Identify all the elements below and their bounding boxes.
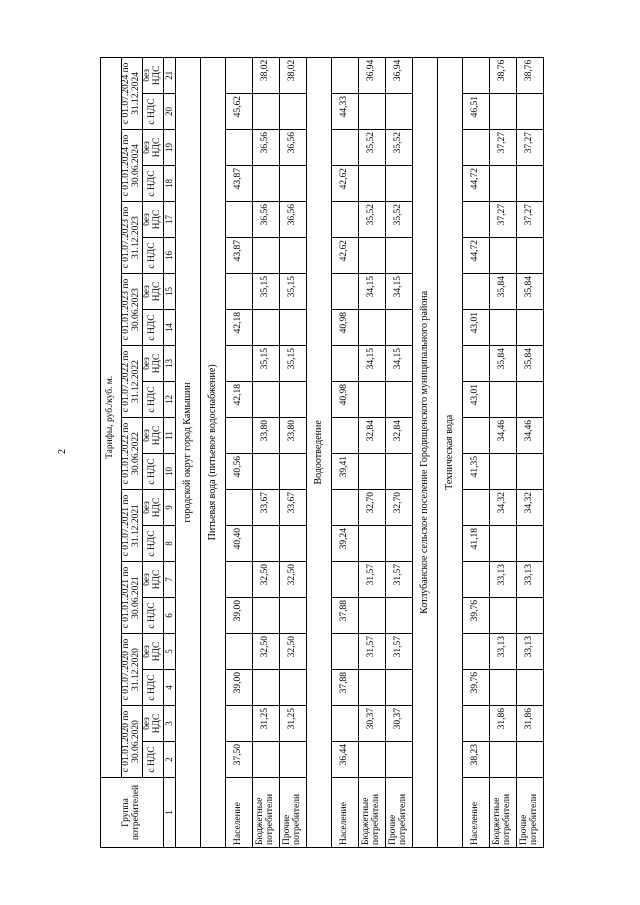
tariff-cell: 43,01 xyxy=(463,310,490,346)
tariff-cell xyxy=(463,274,490,310)
tariff-cell: 39,76 xyxy=(463,670,490,706)
tariff-cell xyxy=(359,238,386,274)
column-number: 7 xyxy=(164,562,176,598)
tariff-cell xyxy=(332,130,359,166)
tariff-cell: 41,18 xyxy=(463,526,490,562)
tariff-cell xyxy=(463,490,490,526)
tariff-cell: 34,15 xyxy=(386,346,413,382)
tariff-cell: 36,94 xyxy=(359,57,386,93)
column-number: 10 xyxy=(164,454,176,490)
tariff-cell xyxy=(253,166,280,202)
vat-without-header: без НДС xyxy=(143,490,164,526)
tariff-cell: 33,13 xyxy=(490,562,517,598)
tariff-cell: 34,32 xyxy=(517,490,544,526)
service-row xyxy=(307,57,332,847)
tariff-cell: 35,15 xyxy=(280,274,307,310)
tariff-cell: 35,84 xyxy=(517,346,544,382)
tariff-cell: 31,57 xyxy=(359,634,386,670)
service-name: Техническая вода xyxy=(438,57,463,847)
tariff-cell: 43,87 xyxy=(226,238,253,274)
vat-with-header: с НДС xyxy=(143,598,164,634)
tariff-cell xyxy=(490,166,517,202)
vat-without-header: без НДС xyxy=(143,418,164,454)
tariff-cell xyxy=(386,238,413,274)
tariff-cell: 43,01 xyxy=(463,382,490,418)
tariff-cell xyxy=(280,238,307,274)
tariff-cell xyxy=(332,490,359,526)
tariff-cell: 32,50 xyxy=(280,562,307,598)
tariff-cell: 42,18 xyxy=(226,382,253,418)
tariff-cell xyxy=(517,166,544,202)
tariff-cell xyxy=(359,526,386,562)
tariff-cell xyxy=(517,310,544,346)
period-header: с 01.01.2023 по 30.06.2023 xyxy=(122,274,143,346)
tariff-table-rotated xyxy=(100,58,620,848)
column-number: 20 xyxy=(164,94,176,130)
service-row xyxy=(438,57,463,847)
vat-without-header: без НДС xyxy=(143,346,164,382)
tariff-cell: 38,02 xyxy=(280,57,307,93)
tariff-cell: 35,84 xyxy=(490,346,517,382)
column-number: 16 xyxy=(164,238,176,274)
vat-with-header: с НДС xyxy=(143,526,164,562)
tariff-cell: 38,02 xyxy=(253,57,280,93)
consumer-group: Бюджетные потребители xyxy=(359,778,386,848)
column-number: 1 xyxy=(164,778,176,848)
tariff-cell xyxy=(280,526,307,562)
tariff-cell xyxy=(253,598,280,634)
tariff-cell xyxy=(463,346,490,382)
tariff-cell: 38,23 xyxy=(463,742,490,778)
tariff-cell xyxy=(517,742,544,778)
tariff-cell: 33,67 xyxy=(253,490,280,526)
tariff-cell xyxy=(280,742,307,778)
tariff-cell xyxy=(226,130,253,166)
consumer-group: Прочие потребители xyxy=(386,778,413,848)
column-number: 9 xyxy=(164,490,176,526)
tariff-cell: 36,56 xyxy=(280,130,307,166)
tariff-cell xyxy=(280,598,307,634)
tariff-cell xyxy=(463,57,490,93)
period-header: с 01.01.2021 по 30.06.2021 xyxy=(122,562,143,634)
tariff-cell xyxy=(463,562,490,598)
tariff-table xyxy=(100,57,544,848)
column-number: 2 xyxy=(164,742,176,778)
tariff-row xyxy=(359,57,386,847)
period-header: с 01.01.2022 по 30.06.2022 xyxy=(122,418,143,490)
tariff-cell: 31,57 xyxy=(386,562,413,598)
tariff-cell xyxy=(226,562,253,598)
tariff-cell: 36,94 xyxy=(386,57,413,93)
tariff-cell xyxy=(359,310,386,346)
tariff-cell: 42,18 xyxy=(226,310,253,346)
tariff-cell xyxy=(332,274,359,310)
column-number: 18 xyxy=(164,166,176,202)
tariff-cell: 40,56 xyxy=(226,454,253,490)
column-number: 12 xyxy=(164,382,176,418)
column-number: 4 xyxy=(164,670,176,706)
period-row xyxy=(122,57,143,847)
tariff-cell xyxy=(386,94,413,130)
period-header: с 01.07.2024 по 31.12.2024 xyxy=(122,57,143,129)
tariff-cell: 37,27 xyxy=(517,202,544,238)
tariff-cell xyxy=(490,238,517,274)
column-number: 13 xyxy=(164,346,176,382)
vat-without-header: без НДС xyxy=(143,706,164,742)
column-number: 8 xyxy=(164,526,176,562)
tariff-cell: 33,13 xyxy=(517,634,544,670)
column-number: 17 xyxy=(164,202,176,238)
municipality-name: городской округ город Камышин xyxy=(176,57,201,847)
tariff-row xyxy=(386,57,413,847)
tariff-cell xyxy=(386,382,413,418)
tariff-cell: 39,76 xyxy=(463,598,490,634)
tariff-cell: 40,98 xyxy=(332,310,359,346)
tariff-row xyxy=(226,57,253,847)
tariff-row xyxy=(517,57,544,847)
tariff-cell xyxy=(386,742,413,778)
tariff-cell xyxy=(332,346,359,382)
tariff-cell: 34,46 xyxy=(517,418,544,454)
vat-with-header: с НДС xyxy=(143,382,164,418)
tariff-cell xyxy=(253,454,280,490)
tariff-cell: 32,70 xyxy=(359,490,386,526)
tariff-cell xyxy=(332,562,359,598)
tariff-cell: 39,00 xyxy=(226,670,253,706)
municipality-row xyxy=(413,57,438,847)
vat-row xyxy=(143,57,164,847)
tariff-cell: 46,51 xyxy=(463,94,490,130)
tariff-cell: 35,15 xyxy=(280,346,307,382)
tariff-cell: 32,50 xyxy=(253,634,280,670)
tariff-cell: 30,37 xyxy=(386,706,413,742)
tariff-cell: 37,50 xyxy=(226,742,253,778)
tariff-cell: 34,32 xyxy=(490,490,517,526)
tariff-cell xyxy=(490,526,517,562)
tariff-cell: 37,27 xyxy=(517,130,544,166)
group-header: Группа потребителей xyxy=(101,778,164,848)
tariff-cell: 36,56 xyxy=(253,130,280,166)
vat-without-header: без НДС xyxy=(143,202,164,238)
tariff-cell: 39,24 xyxy=(332,526,359,562)
tariff-cell: 45,62 xyxy=(226,94,253,130)
tariff-cell xyxy=(517,382,544,418)
tariff-cell: 39,41 xyxy=(332,454,359,490)
tariff-cell xyxy=(359,454,386,490)
period-header: с 01.07.2023 по 31.12.2023 xyxy=(122,202,143,274)
tariff-cell: 37,88 xyxy=(332,670,359,706)
tariff-cell xyxy=(359,598,386,634)
tariff-cell: 40,98 xyxy=(332,382,359,418)
tariff-cell: 37,27 xyxy=(490,130,517,166)
tariff-cell: 34,46 xyxy=(490,418,517,454)
tariff-cell: 42,62 xyxy=(332,166,359,202)
tariff-cell xyxy=(226,57,253,93)
column-number: 14 xyxy=(164,310,176,346)
consumer-group: Прочие потребители xyxy=(280,778,307,848)
period-header: с 01.07.2020 по 31.12.2020 xyxy=(122,634,143,706)
tariff-cell: 32,84 xyxy=(386,418,413,454)
period-header: с 01.07.2021 по 31.12.2021 xyxy=(122,490,143,562)
tariff-cell: 35,52 xyxy=(386,130,413,166)
tariff-cell xyxy=(253,670,280,706)
tariff-cell: 31,86 xyxy=(517,706,544,742)
tariff-row xyxy=(490,57,517,847)
tariff-cell: 30,37 xyxy=(359,706,386,742)
tariff-cell: 36,44 xyxy=(332,742,359,778)
tariff-cell: 35,84 xyxy=(517,274,544,310)
column-number-row xyxy=(164,57,176,847)
tariff-row xyxy=(280,57,307,847)
tariff-cell: 44,72 xyxy=(463,238,490,274)
tariff-cell xyxy=(386,166,413,202)
tariff-cell xyxy=(280,310,307,346)
tariff-cell: 32,84 xyxy=(359,418,386,454)
tariff-cell: 31,57 xyxy=(386,634,413,670)
vat-without-header: без НДС xyxy=(143,274,164,310)
tariff-cell xyxy=(253,310,280,346)
tariff-cell xyxy=(386,598,413,634)
column-number: 11 xyxy=(164,418,176,454)
period-header: с 01.01.2020 по 30.06.2020 xyxy=(122,706,143,778)
tariff-cell: 35,52 xyxy=(359,202,386,238)
tariff-cell xyxy=(280,94,307,130)
tariff-cell xyxy=(463,202,490,238)
tariff-cell xyxy=(517,454,544,490)
tariff-cell: 35,52 xyxy=(386,202,413,238)
tariff-cell xyxy=(332,418,359,454)
municipality-name: Котлубанское сельское поселение Городищенского муниципального района xyxy=(413,57,438,847)
header-row xyxy=(101,57,122,847)
consumer-group: Прочие потребители xyxy=(517,778,544,848)
tariff-cell: 41,35 xyxy=(463,454,490,490)
tariff-cell: 31,86 xyxy=(490,706,517,742)
tariff-cell xyxy=(517,94,544,130)
tariff-cell xyxy=(332,202,359,238)
tariff-cell xyxy=(226,706,253,742)
tariff-cell: 40,40 xyxy=(226,526,253,562)
column-number: 6 xyxy=(164,598,176,634)
vat-without-header: без НДС xyxy=(143,57,164,93)
tariff-cell xyxy=(280,670,307,706)
tariff-cell: 33,13 xyxy=(490,634,517,670)
tariff-cell xyxy=(490,598,517,634)
tariff-cell xyxy=(226,202,253,238)
tariff-cell xyxy=(226,346,253,382)
tariff-cell xyxy=(386,310,413,346)
service-name: Питьевая вода (питьевое водоснабжение) xyxy=(201,57,226,847)
tariff-cell xyxy=(359,94,386,130)
consumer-group: Население xyxy=(463,778,490,848)
vat-with-header: с НДС xyxy=(143,166,164,202)
page-number: 2 xyxy=(57,449,68,454)
tariff-cell xyxy=(463,418,490,454)
tariff-cell xyxy=(226,274,253,310)
tariff-cell xyxy=(490,382,517,418)
tariff-cell xyxy=(517,238,544,274)
tariff-cell: 34,15 xyxy=(386,274,413,310)
period-header: с 01.07.2022 по 31.12.2022 xyxy=(122,346,143,418)
tariff-cell xyxy=(463,634,490,670)
tariff-cell: 36,56 xyxy=(280,202,307,238)
column-number: 15 xyxy=(164,274,176,310)
tariff-cell: 33,67 xyxy=(280,490,307,526)
tariff-cell: 31,25 xyxy=(280,706,307,742)
vat-with-header: с НДС xyxy=(143,670,164,706)
tariff-row xyxy=(463,57,490,847)
tariff-cell xyxy=(463,130,490,166)
tariff-cell xyxy=(226,634,253,670)
tariff-cell: 35,15 xyxy=(253,346,280,382)
tariff-cell xyxy=(490,454,517,490)
municipality-row xyxy=(176,57,201,847)
tariff-cell xyxy=(517,526,544,562)
vat-with-header: с НДС xyxy=(143,454,164,490)
tariff-cell: 39,00 xyxy=(226,598,253,634)
tariff-cell xyxy=(280,382,307,418)
tariff-cell xyxy=(386,526,413,562)
tariff-cell xyxy=(253,526,280,562)
consumer-group: Население xyxy=(332,778,359,848)
tariff-cell: 37,88 xyxy=(332,598,359,634)
tariff-row xyxy=(332,57,359,847)
column-number: 3 xyxy=(164,706,176,742)
tariff-cell: 33,13 xyxy=(517,562,544,598)
tariff-cell xyxy=(332,706,359,742)
tariff-cell: 37,27 xyxy=(490,202,517,238)
tariff-cell: 43,87 xyxy=(226,166,253,202)
tariff-cell xyxy=(386,670,413,706)
tariff-cell xyxy=(332,634,359,670)
consumer-group: Население xyxy=(226,778,253,848)
tariff-header: Тарифы, руб./куб. м. xyxy=(101,57,122,777)
vat-without-header: без НДС xyxy=(143,130,164,166)
consumer-group: Бюджетные потребители xyxy=(253,778,280,848)
tariff-row xyxy=(253,57,280,847)
tariff-cell: 38,76 xyxy=(517,57,544,93)
tariff-cell xyxy=(253,382,280,418)
tariff-cell xyxy=(253,94,280,130)
tariff-cell: 35,84 xyxy=(490,274,517,310)
tariff-cell xyxy=(517,670,544,706)
tariff-cell: 34,15 xyxy=(359,274,386,310)
tariff-cell xyxy=(253,742,280,778)
tariff-cell xyxy=(490,670,517,706)
tariff-cell xyxy=(386,454,413,490)
tariff-cell xyxy=(332,57,359,93)
tariff-cell: 36,56 xyxy=(253,202,280,238)
tariff-cell xyxy=(280,166,307,202)
column-number: 19 xyxy=(164,130,176,166)
tariff-cell: 44,72 xyxy=(463,166,490,202)
vat-with-header: с НДС xyxy=(143,238,164,274)
tariff-cell: 35,52 xyxy=(359,130,386,166)
column-number: 5 xyxy=(164,634,176,670)
tariff-cell xyxy=(226,490,253,526)
tariff-cell xyxy=(490,310,517,346)
period-header: с 01.01.2024 по 30.06.2024 xyxy=(122,130,143,202)
vat-without-header: без НДС xyxy=(143,562,164,598)
tariff-cell xyxy=(359,742,386,778)
vat-with-header: с НДС xyxy=(143,310,164,346)
tariff-cell: 31,25 xyxy=(253,706,280,742)
tariff-cell xyxy=(517,598,544,634)
tariff-cell: 32,50 xyxy=(280,634,307,670)
vat-with-header: с НДС xyxy=(143,94,164,130)
column-number: 21 xyxy=(164,57,176,93)
tariff-cell xyxy=(280,454,307,490)
tariff-cell xyxy=(226,418,253,454)
tariff-cell: 32,50 xyxy=(253,562,280,598)
service-row xyxy=(201,57,226,847)
tariff-cell: 31,57 xyxy=(359,562,386,598)
tariff-cell: 32,70 xyxy=(386,490,413,526)
tariff-cell xyxy=(490,94,517,130)
consumer-group: Бюджетные потребители xyxy=(490,778,517,848)
tariff-cell xyxy=(359,382,386,418)
tariff-cell: 33,80 xyxy=(280,418,307,454)
tariff-cell xyxy=(359,166,386,202)
vat-with-header: с НДС xyxy=(143,742,164,778)
tariff-cell: 35,15 xyxy=(253,274,280,310)
tariff-cell: 38,76 xyxy=(490,57,517,93)
tariff-cell: 33,80 xyxy=(253,418,280,454)
tariff-cell xyxy=(463,706,490,742)
tariff-cell xyxy=(253,238,280,274)
tariff-cell: 44,33 xyxy=(332,94,359,130)
tariff-cell: 42,62 xyxy=(332,238,359,274)
tariff-cell: 34,15 xyxy=(359,346,386,382)
tariff-cell xyxy=(359,670,386,706)
service-name: Водоотведение xyxy=(307,57,332,847)
vat-without-header: без НДС xyxy=(143,634,164,670)
tariff-cell xyxy=(490,742,517,778)
